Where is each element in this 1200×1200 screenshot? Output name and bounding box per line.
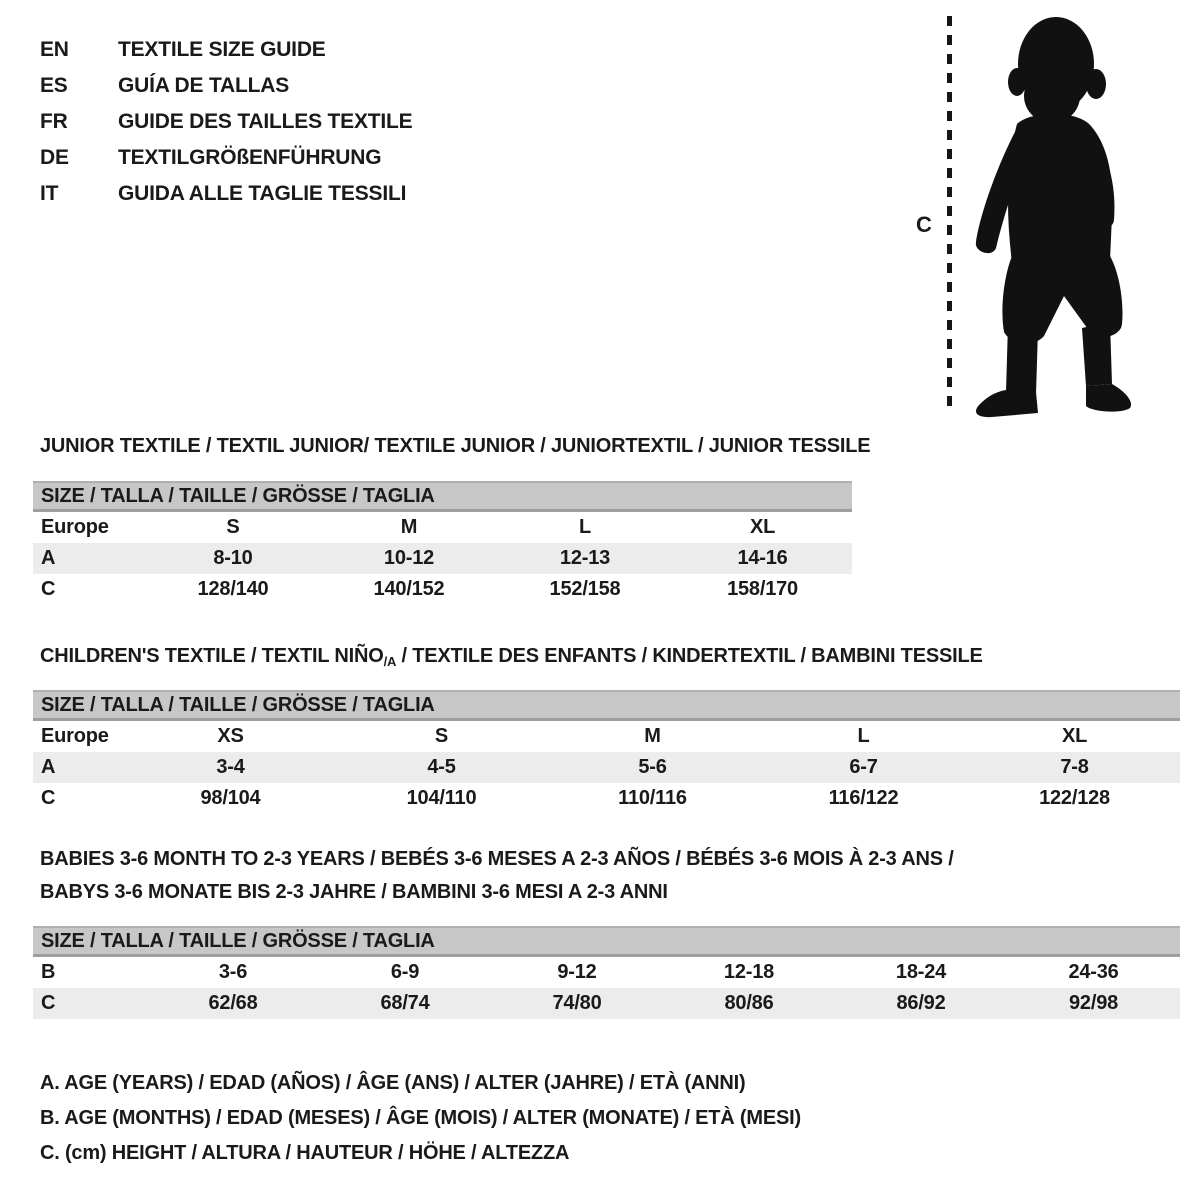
junior-height-row — [33, 574, 852, 605]
lang-code-es: ES — [40, 74, 68, 97]
lang-code-de: DE — [40, 146, 69, 169]
lang-row-de — [40, 140, 412, 176]
note-height-cm: C. (cm) HEIGHT / ALTURA / HAUTEUR / HÖHE / ALTEZZA — [40, 1142, 570, 1164]
lang-title-en: TEXTILE SIZE GUIDE — [118, 38, 326, 61]
babies-height-label: C — [33, 988, 147, 1019]
junior-europe-row — [33, 511, 852, 544]
children-age-label: A — [33, 752, 125, 783]
junior-section-title: JUNIOR TEXTILE / TEXTIL JUNIOR/ TEXTILE JUNIOR / JUNIORTEXTIL / JUNIOR TESSILE — [40, 435, 871, 457]
junior-size-m: M — [400, 516, 418, 538]
babies-months-label: B — [41, 961, 56, 983]
junior-size-l: L — [578, 516, 592, 538]
junior-age-row — [33, 543, 852, 574]
lang-row-it — [40, 176, 412, 212]
children-size-m: M — [644, 725, 661, 747]
junior-height-l: 152/158 — [549, 578, 621, 600]
junior-size-s: S — [226, 516, 240, 538]
babies-height-2: 68/74 — [319, 988, 491, 1019]
babies-section-title — [40, 843, 954, 909]
children-height-xl: 122/128 — [1039, 787, 1110, 809]
junior-height-s: 128/140 — [197, 578, 269, 600]
toddler-silhouette-icon — [962, 14, 1138, 418]
junior-size-table — [33, 481, 852, 605]
children-size-xl: XL — [1061, 725, 1088, 747]
note-age-months: B. AGE (MONTHS) / EDAD (MESES) / ÂGE (MOIS) / ALTER (MONATE) / ETÀ (MESI) — [40, 1107, 801, 1129]
babies-months-1: 3-6 — [218, 961, 248, 983]
lang-code-fr: FR — [40, 110, 68, 133]
babies-height-row — [33, 988, 1180, 1019]
children-section-title — [40, 645, 983, 669]
children-title-pre: CHILDREN'S TEXTILE / TEXTIL NIÑO — [40, 645, 384, 667]
babies-title-line2: BABYS 3-6 MONATE BIS 2-3 JAHRE / BAMBINI 3-6 MESI A 2-3 ANNI — [40, 881, 668, 903]
babies-size-header: SIZE / TALLA / TAILLE / GRÖSSE / TAGLIA — [33, 927, 1180, 956]
children-size-s: S — [434, 725, 449, 747]
junior-age-label: A — [33, 543, 145, 574]
babies-months-4: 12-18 — [723, 961, 775, 983]
lang-row-en — [40, 32, 412, 68]
children-height-m: 110/116 — [618, 787, 687, 809]
children-size-header: SIZE / TALLA / TAILLE / GRÖSSE / TAGLIA — [33, 691, 1180, 720]
children-age-s: 4-5 — [336, 752, 547, 783]
babies-height-1: 62/68 — [147, 988, 319, 1019]
lang-title-it: GUIDA ALLE TAGLIE TESSILI — [118, 182, 407, 205]
lang-title-de: TEXTILGRÖßENFÜHRUNG — [118, 146, 382, 169]
lang-row-fr — [40, 104, 412, 140]
children-size-table — [33, 690, 1180, 814]
junior-europe-label: Europe — [41, 516, 109, 538]
lang-title-fr: GUIDE DES TAILLES TEXTILE — [118, 110, 413, 133]
children-size-l: L — [857, 725, 870, 747]
children-europe-row — [33, 720, 1180, 753]
height-measure-label: C — [916, 212, 932, 237]
babies-months-5: 18-24 — [895, 961, 947, 983]
lang-row-es — [40, 68, 412, 104]
babies-months-row — [33, 956, 1180, 989]
children-age-xl: 7-8 — [969, 752, 1180, 783]
children-height-label: C — [41, 787, 56, 809]
children-height-row — [33, 783, 1180, 814]
babies-months-6: 24-36 — [1068, 961, 1119, 983]
children-title-post: / TEXTILE DES ENFANTS / KINDERTEXTIL / BAMBINI TESSILE — [396, 645, 983, 667]
junior-size-header-row — [33, 482, 852, 511]
junior-age-l: 12-13 — [497, 543, 673, 574]
junior-height-xl: 158/170 — [727, 578, 798, 600]
children-size-header-row — [33, 691, 1180, 720]
babies-height-6: 92/98 — [1007, 988, 1180, 1019]
babies-size-header-row — [33, 927, 1180, 956]
children-age-l: 6-7 — [758, 752, 969, 783]
children-height-l: 116/122 — [828, 787, 899, 809]
junior-age-s: 8-10 — [145, 543, 321, 574]
lang-code-en: EN — [40, 38, 69, 61]
babies-height-5: 86/92 — [835, 988, 1007, 1019]
babies-months-3: 9-12 — [557, 961, 597, 983]
junior-height-label: C — [41, 578, 56, 600]
babies-title-line1: BABIES 3-6 MONTH TO 2-3 YEARS / BEBÉS 3-6 MESES A 2-3 AÑOS / BÉBÉS 3-6 MOIS À 2-3 ANS / — [40, 848, 954, 870]
babies-height-4: 80/86 — [663, 988, 835, 1019]
children-title-sub: /A — [383, 654, 397, 669]
children-age-xs: 3-4 — [125, 752, 336, 783]
babies-months-2: 6-9 — [390, 961, 420, 983]
children-europe-label: Europe — [41, 725, 109, 747]
lang-title-es: GUÍA DE TALLAS — [118, 74, 290, 97]
lang-code-it: IT — [40, 182, 59, 205]
height-dashed-line — [947, 16, 952, 414]
babies-size-table — [33, 926, 1180, 1019]
babies-height-3: 74/80 — [491, 988, 663, 1019]
children-height-s: 104/110 — [406, 787, 477, 809]
note-age-years: A. AGE (YEARS) / EDAD (AÑOS) / ÂGE (ANS) / ALTER (JAHRE) / ETÀ (ANNI) — [40, 1072, 746, 1094]
junior-size-xl: XL — [749, 516, 776, 538]
legend-notes — [40, 1066, 801, 1171]
junior-age-m: 10-12 — [321, 543, 497, 574]
junior-height-m: 140/152 — [373, 578, 445, 600]
children-height-xs: 98/104 — [200, 787, 261, 809]
children-age-row — [33, 752, 1180, 783]
junior-size-header: SIZE / TALLA / TAILLE / GRÖSSE / TAGLIA — [33, 482, 852, 511]
children-age-m: 5-6 — [547, 752, 758, 783]
children-size-xs: XS — [217, 725, 244, 747]
junior-age-xl: 14-16 — [673, 543, 852, 574]
language-title-list — [40, 32, 412, 212]
